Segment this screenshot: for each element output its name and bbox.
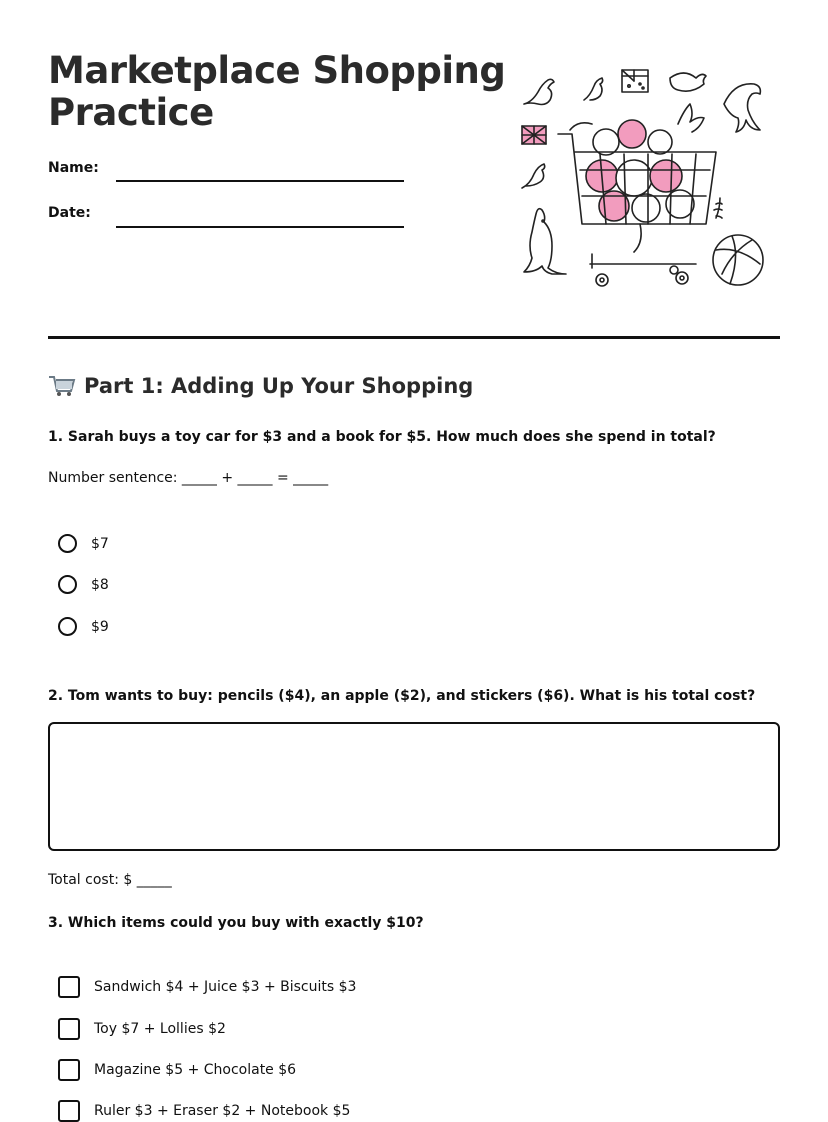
answer-box[interactable] — [48, 722, 780, 851]
option-checkbox[interactable] — [58, 976, 356, 998]
option-label: Magazine $5 + Chocolate $6 — [94, 1062, 297, 1078]
number-sentence: Number sentence: _____ + _____ = _____ — [48, 470, 329, 486]
option-radio[interactable] — [58, 534, 109, 553]
part1-heading-text: Part 1: Adding Up Your Shopping — [84, 374, 474, 398]
option-label: Sandwich $4 + Juice $3 + Biscuits $3 — [94, 979, 357, 995]
beach-ball-icon — [713, 235, 763, 285]
name-field[interactable] — [116, 180, 404, 182]
radio-button[interactable] — [58, 617, 77, 636]
leaf-icon — [714, 198, 722, 218]
total-cost-line: Total cost: $ _____ — [48, 872, 172, 888]
option-label: $9 — [91, 618, 109, 635]
fish-icon — [670, 73, 706, 91]
checkbox[interactable] — [58, 1059, 80, 1081]
radio-button[interactable] — [58, 575, 77, 594]
section-divider — [48, 336, 780, 339]
name-label: Name: — [48, 160, 99, 176]
question-1: 1. Sarah buys a toy car for $3 and a book for $5. How much does she spend in total? — [48, 429, 716, 445]
option-label: $7 — [91, 535, 109, 552]
flag-icon — [522, 126, 546, 144]
page-title: Marketplace Shopping Practice — [48, 49, 506, 134]
radio-button[interactable] — [58, 534, 77, 553]
checkbox[interactable] — [58, 1018, 80, 1040]
option-radio[interactable] — [58, 617, 109, 636]
checkbox[interactable] — [58, 976, 80, 998]
kangaroo-icon — [524, 209, 566, 274]
option-checkbox[interactable] — [58, 1100, 350, 1122]
dolphin-icon — [724, 84, 760, 132]
option-checkbox[interactable] — [58, 1059, 296, 1081]
option-checkbox[interactable] — [58, 1018, 226, 1040]
date-field[interactable] — [116, 226, 404, 228]
question-3: 3. Which items could you buy with exactly $10? — [48, 915, 424, 931]
option-radio[interactable] — [58, 575, 109, 594]
kangaroo-icon — [584, 78, 603, 100]
shopping-cart-illustration — [510, 58, 782, 298]
option-label: Toy $7 + Lollies $2 — [94, 1021, 226, 1037]
checkbox[interactable] — [58, 1100, 80, 1122]
option-label: Ruler $3 + Eraser $2 + Notebook $5 — [94, 1103, 351, 1119]
question-2: 2. Tom wants to buy: pencils ($4), an apple ($2), and stickers ($6). What is his total cost? — [48, 688, 756, 704]
part1-heading — [48, 374, 473, 398]
produce-icon — [570, 104, 704, 222]
flag-icon — [622, 70, 648, 92]
shopping-cart-emoji — [48, 374, 76, 398]
date-label: Date: — [48, 205, 91, 221]
kangaroo-icon — [522, 164, 545, 188]
kangaroo-icon — [524, 79, 554, 104]
option-label: $8 — [91, 576, 109, 593]
